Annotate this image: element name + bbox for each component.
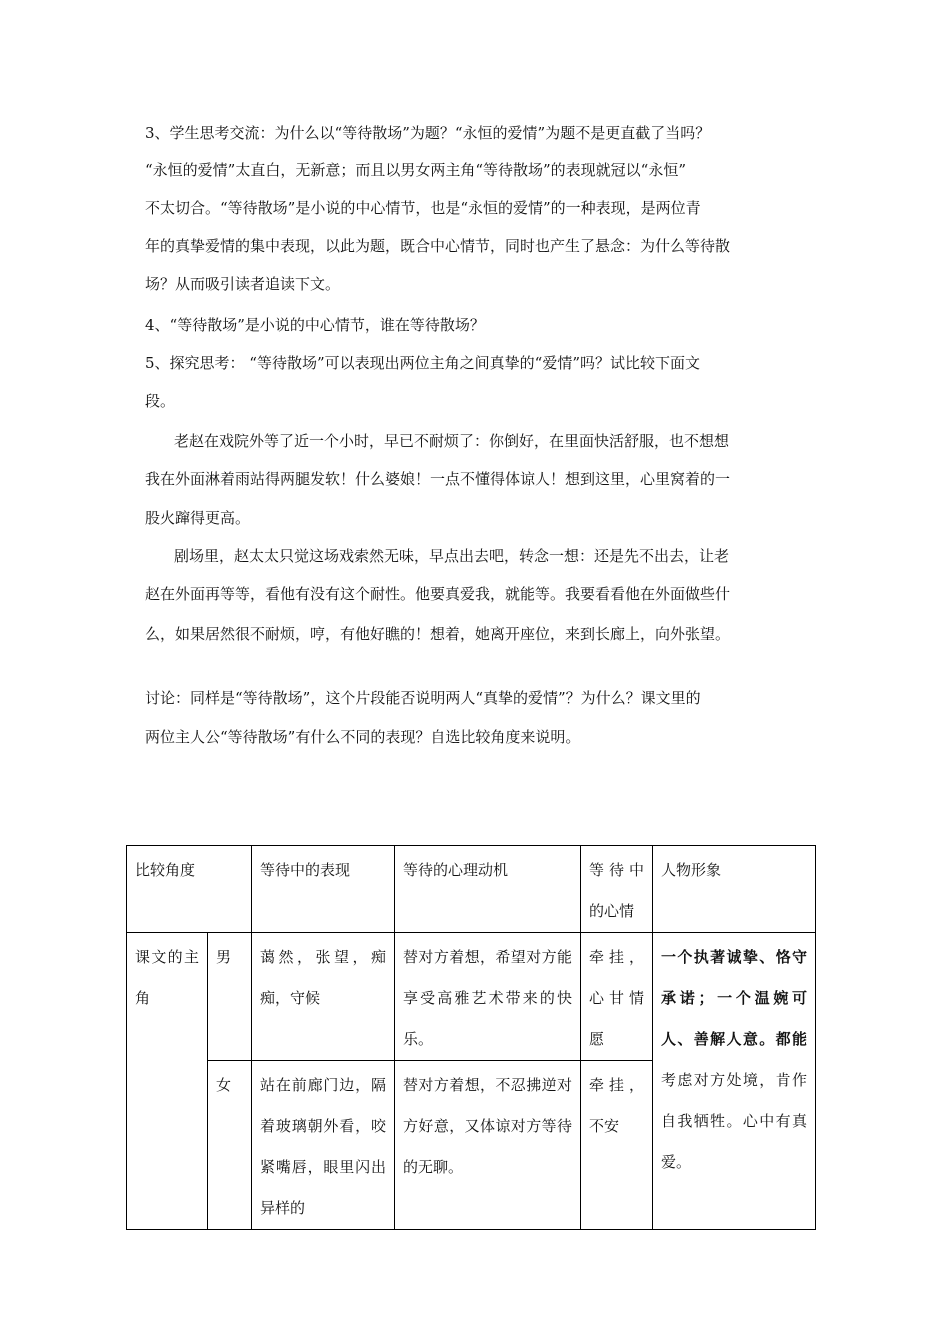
- header-image: 人物形象: [653, 846, 816, 933]
- paragraph-line: “永恒的爱情”太直白，无新意；而且以男女两主角“等待散场”的表现就冠以“永恒”: [145, 161, 687, 179]
- table-header-row: [127, 846, 816, 933]
- motive-cell: 替对方着想，希望对方能享受高雅艺术带来的快乐。: [395, 933, 581, 1061]
- excerpt-line: 老赵在戏院外等了近一个小时，早已不耐烦了：你倒好，在里面快活舒服，也不想想: [174, 432, 730, 450]
- paragraph-line: 5、探究思考： “等待散场”可以表现出两位主角之间真挚的“爱情”吗？试比较下面文: [145, 354, 700, 372]
- paragraph-line: 不太切合。“等待散场”是小说的中心情节，也是“永恒的爱情”的一种表现，是两位青: [145, 199, 701, 217]
- header-angle: 比较角度: [127, 846, 252, 933]
- paragraph-line: 3、学生思考交流：为什么以“等待散场”为题？“永恒的爱情”为题不是更直截了当吗？: [145, 124, 711, 142]
- gender-cell: 男: [208, 933, 252, 1061]
- gender-cell: 女: [208, 1061, 252, 1230]
- excerpt-line: 我在外面淋着雨站得两腿发软！什么婆娘！一点不懂得体谅人！想到这里，心里窝着的一: [145, 470, 731, 488]
- comparison-table: [126, 845, 816, 1230]
- header-motive: 等待的心理动机: [395, 846, 581, 933]
- paragraph-line: 年的真挚爱情的集中表现，以此为题，既合中心情节，同时也产生了悬念：为什么等待散: [145, 237, 731, 255]
- paragraph-line: 段。: [145, 392, 176, 410]
- behavior-cell: 站在前廊门边，隔着玻璃朝外看，咬紧嘴唇，眼里闪出异样的: [252, 1061, 395, 1230]
- mood-cell: 牵挂，心甘情愿: [581, 933, 653, 1061]
- excerpt-line: 赵在外面再等等，看他有没有这个耐性。他要真爱我，就能等。我要看看他在外面做些什: [145, 585, 731, 603]
- image-bold-text: 一个执著诚挚、恪守承诺；一个温婉可人、善解人意。都能: [661, 948, 808, 1048]
- header-behavior: 等待中的表现: [252, 846, 395, 933]
- excerpt-line: 股火蹿得更高。: [145, 509, 251, 527]
- paragraph-line: 场？从而吸引读者追读下文。: [145, 275, 341, 293]
- mood-cell: 牵挂，不安: [581, 1061, 653, 1230]
- discussion-line: 两位主人公“等待散场”有什么不同的表现？自选比较角度来说明。: [145, 728, 581, 746]
- excerpt-line: 么，如果居然很不耐烦，哼，有他好瞧的！想着，她离开座位，来到长廊上，向外张望。: [145, 625, 731, 643]
- group-label-cell: 课文的主角: [127, 933, 208, 1230]
- image-normal-text: 考虑对方处境，肯作自我牺牲。心中有真爱。: [661, 1071, 808, 1171]
- discussion-line: 讨论：同样是“等待散场”，这个片段能否说明两人“真挚的爱情”？为什么？课文里的: [145, 689, 701, 707]
- table-row: [127, 933, 816, 1061]
- paragraph-line: 4、“等待散场”是小说的中心情节，谁在等待散场？: [145, 316, 485, 334]
- behavior-cell: 蔼然，张望，痴痴，守候: [252, 933, 395, 1061]
- header-mood: 等待中的心情: [581, 846, 653, 933]
- image-cell: [653, 933, 816, 1230]
- excerpt-line: 剧场里，赵太太只觉这场戏索然无味，早点出去吧，转念一想：还是先不出去，让老: [174, 547, 730, 565]
- motive-cell: 替对方着想，不忍拂逆对方好意，又体谅对方等待的无聊。: [395, 1061, 581, 1230]
